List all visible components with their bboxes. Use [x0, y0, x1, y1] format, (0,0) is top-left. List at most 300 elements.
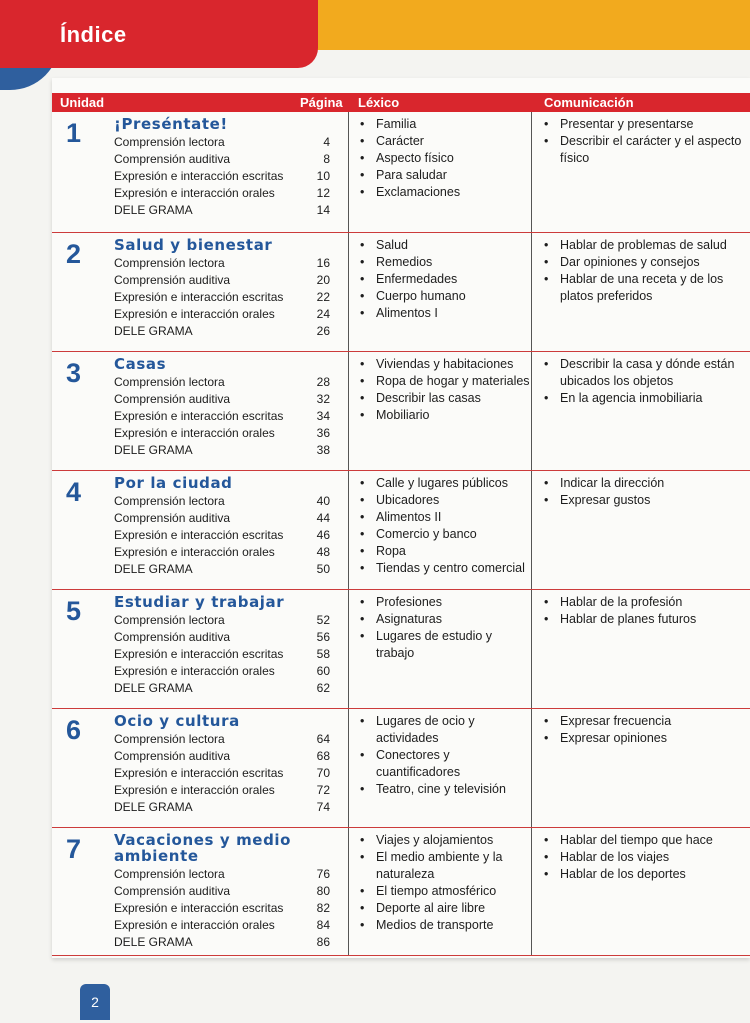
list-item	[358, 150, 530, 167]
column-divider	[531, 828, 532, 955]
bullet-icon: •	[360, 612, 365, 626]
bullet-icon: •	[544, 238, 549, 252]
list-item-text: Hablar de los viajes	[560, 850, 670, 864]
bullet-icon: •	[360, 134, 365, 148]
unit-title: Ocio y cultura	[114, 712, 240, 730]
bullet-icon: •	[544, 595, 549, 609]
list-item-text: En la agencia inmobiliaria	[560, 391, 703, 405]
bullet-icon: •	[544, 134, 549, 148]
comunicacion-list	[542, 832, 742, 883]
section-page: 36	[316, 426, 330, 440]
list-item	[358, 305, 530, 322]
list-item-text: Hablar de problemas de salud	[560, 238, 727, 252]
lexico-list	[358, 713, 530, 798]
section-page: 4	[323, 135, 330, 149]
list-item	[358, 560, 530, 577]
section-page: 20	[316, 273, 330, 287]
bullet-icon: •	[360, 782, 365, 796]
section-row	[114, 765, 344, 782]
bullet-icon: •	[360, 238, 365, 252]
section-page: 60	[316, 664, 330, 678]
bullet-icon: •	[360, 527, 365, 541]
section-label: DELE GRAMA	[114, 562, 193, 576]
list-item-text: Expresar frecuencia	[560, 714, 672, 728]
section-label: Comprensión auditiva	[114, 392, 231, 406]
section-page: 76	[316, 867, 330, 881]
section-page: 24	[316, 307, 330, 321]
list-item-text: Aspecto físico	[376, 151, 454, 165]
section-label: Expresión e interacción orales	[114, 186, 275, 200]
list-item	[358, 849, 530, 883]
section-row	[114, 306, 344, 323]
list-item	[358, 509, 530, 526]
list-item	[358, 133, 530, 150]
list-item-text: Describir el carácter y el aspecto físico	[560, 134, 742, 165]
section-label: Comprensión lectora	[114, 732, 225, 746]
bullet-icon: •	[360, 544, 365, 558]
list-item	[358, 356, 530, 373]
section-label: Expresión e interacción escritas	[114, 766, 284, 780]
list-item-text: Asignaturas	[376, 612, 443, 626]
list-item	[358, 271, 530, 288]
unit-sections	[114, 731, 344, 816]
bullet-icon: •	[544, 391, 549, 405]
bullet-icon: •	[360, 884, 365, 898]
section-page: 44	[316, 511, 330, 525]
list-item	[542, 356, 742, 390]
column-divider	[348, 233, 349, 351]
list-item-text: Dar opiniones y consejos	[560, 255, 700, 269]
unit-title: Salud y bienestar	[114, 236, 273, 254]
list-item-text: Deporte al aire libre	[376, 901, 486, 915]
list-item	[358, 628, 530, 662]
list-item	[358, 594, 530, 611]
column-divider	[348, 590, 349, 708]
lexico-list	[358, 237, 530, 322]
list-item	[542, 492, 742, 509]
list-item	[358, 883, 530, 900]
section-label: DELE GRAMA	[114, 324, 193, 338]
list-item	[358, 492, 530, 509]
lexico-list	[358, 475, 530, 577]
section-label: Comprensión auditiva	[114, 152, 231, 166]
list-item-text: Conectores y cuantificadores	[376, 748, 461, 779]
section-row	[114, 151, 344, 168]
section-label: Comprensión lectora	[114, 135, 225, 149]
list-item	[358, 713, 530, 747]
section-row	[114, 782, 344, 799]
section-row	[114, 646, 344, 663]
unit-sections	[114, 866, 344, 951]
list-item	[542, 594, 742, 611]
list-item-text: Alimentos I	[376, 306, 438, 320]
section-page: 82	[316, 901, 330, 915]
list-item-text: Comercio y banco	[376, 527, 477, 541]
section-row	[114, 202, 344, 219]
list-item	[358, 288, 530, 305]
section-row	[114, 680, 344, 697]
bullet-icon: •	[360, 289, 365, 303]
list-item	[358, 237, 530, 254]
section-label: DELE GRAMA	[114, 681, 193, 695]
section-page: 84	[316, 918, 330, 932]
list-item-text: Para saludar	[376, 168, 447, 182]
section-row	[114, 799, 344, 816]
bullet-icon: •	[360, 510, 365, 524]
section-label: Expresión e interacción orales	[114, 426, 275, 440]
list-item-text: Medios de transporte	[376, 918, 494, 932]
list-item-text: Indicar la dirección	[560, 476, 665, 490]
column-divider	[531, 352, 532, 470]
bullet-icon: •	[544, 357, 549, 371]
section-row	[114, 510, 344, 527]
list-item	[542, 254, 742, 271]
unit-title: Vacaciones y medio ambiente	[114, 831, 292, 865]
list-item	[542, 133, 742, 167]
section-row	[114, 900, 344, 917]
list-item-text: Viviendas y habitaciones	[376, 357, 514, 371]
list-item	[358, 407, 530, 424]
list-item	[358, 917, 530, 934]
list-item	[542, 390, 742, 407]
unit-title: Estudiar y trabajar	[114, 593, 285, 611]
list-item-text: Lugares de ocio y actividades	[376, 714, 475, 745]
bullet-icon: •	[360, 918, 365, 932]
bullet-icon: •	[544, 612, 549, 626]
section-label: Expresión e interacción escritas	[114, 290, 284, 304]
list-item	[542, 866, 742, 883]
section-page: 48	[316, 545, 330, 559]
bullet-icon: •	[544, 272, 549, 286]
section-row	[114, 561, 344, 578]
section-row	[114, 544, 344, 561]
bullet-icon: •	[544, 493, 549, 507]
section-row	[114, 663, 344, 680]
lexico-list	[358, 832, 530, 934]
comunicacion-list	[542, 713, 742, 747]
unit-sections	[114, 255, 344, 340]
section-label: Comprensión auditiva	[114, 884, 231, 898]
list-item-text: Calle y lugares públicos	[376, 476, 509, 490]
section-label: Expresión e interacción orales	[114, 664, 275, 678]
unit-row	[52, 112, 750, 233]
list-item	[358, 167, 530, 184]
column-divider	[531, 709, 532, 827]
section-label: DELE GRAMA	[114, 203, 193, 217]
list-item-text: Familia	[376, 117, 417, 131]
list-item-text: Tiendas y centro comercial	[376, 561, 525, 575]
bullet-icon: •	[360, 391, 365, 405]
unit-title: Casas	[114, 355, 167, 373]
table-header	[52, 93, 750, 112]
list-item-text: Remedios	[376, 255, 433, 269]
section-label: DELE GRAMA	[114, 800, 193, 814]
bullet-icon: •	[544, 476, 549, 490]
list-item	[358, 781, 530, 798]
unit-number: 3	[66, 358, 82, 388]
list-item	[358, 900, 530, 917]
section-page: 74	[316, 800, 330, 814]
section-row	[114, 323, 344, 340]
bullet-icon: •	[360, 272, 365, 286]
list-item-text: Hablar de los deportes	[560, 867, 686, 881]
column-divider	[348, 352, 349, 470]
section-label: Comprensión lectora	[114, 613, 225, 627]
section-page: 38	[316, 443, 330, 457]
section-row	[114, 185, 344, 202]
section-row	[114, 134, 344, 151]
section-page: 68	[316, 749, 330, 763]
section-row	[114, 442, 344, 459]
bullet-icon: •	[360, 748, 365, 762]
bullet-icon: •	[360, 561, 365, 575]
bullet-icon: •	[544, 714, 549, 728]
bullet-icon: •	[360, 255, 365, 269]
section-row	[114, 612, 344, 629]
list-item	[358, 475, 530, 492]
list-item-text: Ropa	[376, 544, 406, 558]
bullet-icon: •	[544, 117, 549, 131]
section-page: 72	[316, 783, 330, 797]
section-label: Expresión e interacción escritas	[114, 528, 284, 542]
section-page: 56	[316, 630, 330, 644]
section-row	[114, 425, 344, 442]
section-label: Comprensión lectora	[114, 867, 225, 881]
unit-title: Por la ciudad	[114, 474, 233, 492]
section-row	[114, 289, 344, 306]
column-divider	[348, 112, 349, 232]
page-title: Índice	[60, 22, 127, 47]
unit-sections	[114, 374, 344, 459]
section-row	[114, 883, 344, 900]
section-page: 14	[316, 203, 330, 217]
unit-sections	[114, 134, 344, 219]
unit-number: 7	[66, 834, 82, 864]
comunicacion-list	[542, 594, 742, 628]
list-item	[542, 730, 742, 747]
section-row	[114, 374, 344, 391]
section-page: 58	[316, 647, 330, 661]
section-label: Expresión e interacción escritas	[114, 169, 284, 183]
section-label: Expresión e interacción escritas	[114, 409, 284, 423]
section-row	[114, 629, 344, 646]
list-item	[358, 832, 530, 849]
list-item-text: El tiempo atmosférico	[376, 884, 497, 898]
section-row	[114, 866, 344, 883]
section-label: Expresión e interacción orales	[114, 545, 275, 559]
list-item	[542, 271, 742, 305]
list-item-text: Hablar de una receta y de los platos preferidos	[560, 272, 724, 303]
bullet-icon: •	[544, 850, 549, 864]
section-page: 22	[316, 290, 330, 304]
comunicacion-list	[542, 356, 742, 407]
section-label: Expresión e interacción orales	[114, 918, 275, 932]
bullet-icon: •	[360, 408, 365, 422]
section-label: Comprensión lectora	[114, 256, 225, 270]
section-page: 80	[316, 884, 330, 898]
section-row	[114, 934, 344, 951]
bullet-icon: •	[360, 168, 365, 182]
column-divider	[348, 828, 349, 955]
bullet-icon: •	[360, 629, 365, 643]
unit-title: ¡Preséntate!	[114, 115, 228, 133]
comunicacion-list	[542, 237, 742, 305]
list-item-text: Hablar de planes futuros	[560, 612, 697, 626]
bullet-icon: •	[360, 833, 365, 847]
list-item-text: Salud	[376, 238, 408, 252]
unit-number: 5	[66, 596, 82, 626]
list-item-text: Viajes y alojamientos	[376, 833, 494, 847]
column-divider	[531, 112, 532, 232]
list-item-text: Hablar del tiempo que hace	[560, 833, 713, 847]
list-item-text: Profesiones	[376, 595, 443, 609]
list-item-text: Alimentos II	[376, 510, 442, 524]
section-page: 70	[316, 766, 330, 780]
list-item	[358, 390, 530, 407]
unit-number: 6	[66, 715, 82, 745]
section-row	[114, 493, 344, 510]
section-label: Comprensión auditiva	[114, 273, 231, 287]
list-item-text: Mobiliario	[376, 408, 430, 422]
bullet-icon: •	[360, 374, 365, 388]
section-page: 32	[316, 392, 330, 406]
section-page: 40	[316, 494, 330, 508]
section-row	[114, 255, 344, 272]
header-pagina: Página	[300, 95, 343, 110]
section-page: 86	[316, 935, 330, 949]
column-divider	[531, 471, 532, 589]
unit-row	[52, 352, 750, 471]
section-label: Comprensión lectora	[114, 375, 225, 389]
lexico-list	[358, 356, 530, 424]
list-item	[542, 611, 742, 628]
list-item	[542, 832, 742, 849]
section-row	[114, 391, 344, 408]
list-item	[542, 475, 742, 492]
list-item-text: Describir la casa y dónde están ubicados los objetos	[560, 357, 735, 388]
section-row	[114, 168, 344, 185]
section-page: 46	[316, 528, 330, 542]
list-item-text: Teatro, cine y televisión	[376, 782, 506, 796]
list-item-text: Ubicadores	[376, 493, 440, 507]
section-page: 16	[316, 256, 330, 270]
list-item	[542, 849, 742, 866]
section-row	[114, 272, 344, 289]
title-tab	[0, 0, 318, 68]
section-page: 10	[316, 169, 330, 183]
section-page: 12	[316, 186, 330, 200]
bullet-icon: •	[360, 595, 365, 609]
unit-sections	[114, 493, 344, 578]
list-item	[358, 611, 530, 628]
comunicacion-list	[542, 475, 742, 509]
section-label: Comprensión lectora	[114, 494, 225, 508]
section-row	[114, 527, 344, 544]
list-item-text: Presentar y presentarse	[560, 117, 694, 131]
unit-number: 2	[66, 239, 82, 269]
column-divider	[531, 233, 532, 351]
section-label: Comprensión auditiva	[114, 630, 231, 644]
header-comunicacion: Comunicación	[544, 95, 634, 110]
lexico-list	[358, 116, 530, 201]
bullet-icon: •	[360, 493, 365, 507]
list-item-text: Cuerpo humano	[376, 289, 466, 303]
list-item-text: Hablar de la profesión	[560, 595, 683, 609]
bullet-icon: •	[360, 185, 365, 199]
comunicacion-list	[542, 116, 742, 167]
list-item	[358, 373, 530, 390]
bullet-icon: •	[360, 357, 365, 371]
section-row	[114, 408, 344, 425]
bullet-icon: •	[360, 151, 365, 165]
list-item-text: Enfermedades	[376, 272, 458, 286]
list-item-text: Carácter	[376, 134, 424, 148]
unit-number: 1	[66, 118, 82, 148]
list-item	[542, 237, 742, 254]
section-label: Expresión e interacción orales	[114, 783, 275, 797]
section-label: Comprensión auditiva	[114, 749, 231, 763]
unit-row	[52, 828, 750, 956]
section-label: Comprensión auditiva	[114, 511, 231, 525]
section-label: Expresión e interacción orales	[114, 307, 275, 321]
section-label: DELE GRAMA	[114, 935, 193, 949]
list-item-text: Ropa de hogar y materiales	[376, 374, 530, 388]
list-item	[358, 526, 530, 543]
page-number: 2	[80, 984, 110, 1020]
list-item-text: Lugares de estudio y trabajo	[376, 629, 493, 660]
bullet-icon: •	[360, 850, 365, 864]
section-page: 26	[316, 324, 330, 338]
section-page: 28	[316, 375, 330, 389]
bullet-icon: •	[544, 255, 549, 269]
unit-row	[52, 471, 750, 590]
list-item	[358, 747, 530, 781]
bullet-icon: •	[544, 867, 549, 881]
bullet-icon: •	[360, 476, 365, 490]
bullet-icon: •	[544, 731, 549, 745]
list-item	[358, 116, 530, 133]
list-item-text: Expresar opiniones	[560, 731, 668, 745]
section-row	[114, 917, 344, 934]
unit-row	[52, 233, 750, 352]
column-divider	[348, 471, 349, 589]
section-label: Expresión e interacción escritas	[114, 901, 284, 915]
unit-row	[52, 709, 750, 828]
section-page: 52	[316, 613, 330, 627]
bullet-icon: •	[544, 833, 549, 847]
list-item-text: Expresar gustos	[560, 493, 651, 507]
list-item-text: Exclamaciones	[376, 185, 461, 199]
list-item	[358, 184, 530, 201]
bullet-icon: •	[360, 306, 365, 320]
section-page: 50	[316, 562, 330, 576]
header-lexico: Léxico	[358, 95, 400, 110]
unit-sections	[114, 612, 344, 697]
column-divider	[348, 709, 349, 827]
section-label: DELE GRAMA	[114, 443, 193, 457]
section-page: 62	[316, 681, 330, 695]
section-page: 34	[316, 409, 330, 423]
list-item-text: Describir las casas	[376, 391, 481, 405]
header-unidad: Unidad	[60, 95, 105, 110]
lexico-list	[358, 594, 530, 662]
bullet-icon: •	[360, 714, 365, 728]
list-item	[542, 116, 742, 133]
bullet-icon: •	[360, 901, 365, 915]
section-page: 64	[316, 732, 330, 746]
section-row	[114, 731, 344, 748]
bullet-icon: •	[360, 117, 365, 131]
